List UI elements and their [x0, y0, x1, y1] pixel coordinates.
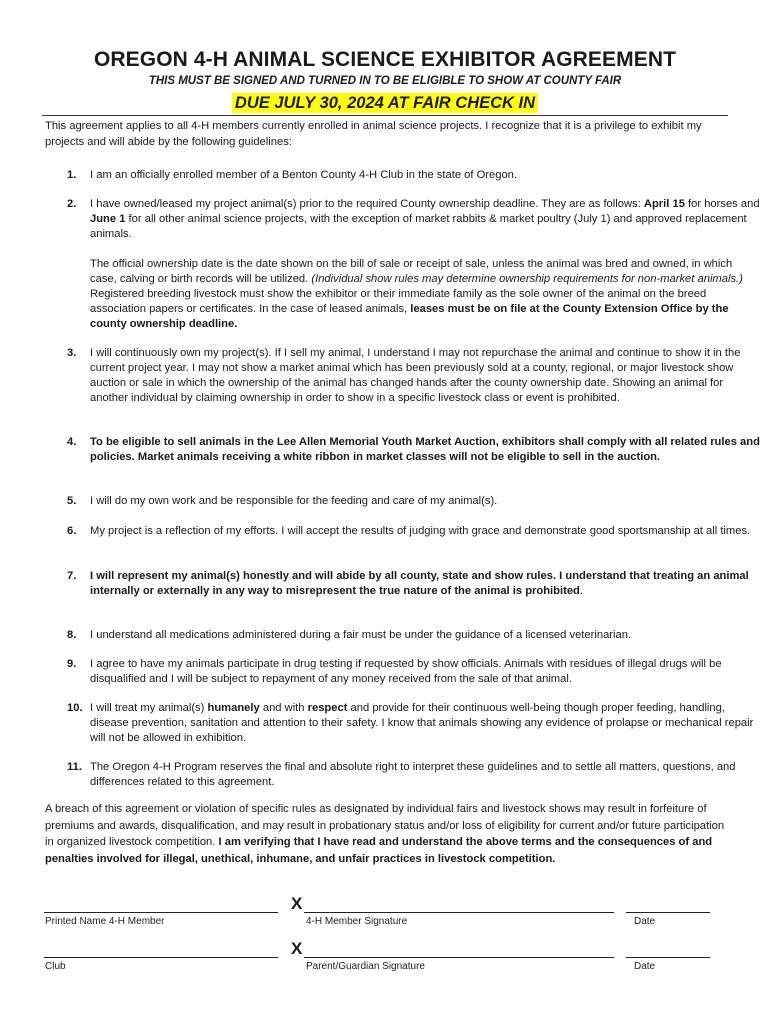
text-run: I have owned/leased my project animal(s) prior to the required County ownership deadline. They are as follows: [90, 198, 644, 210]
bold-text-run: respect [307, 702, 348, 714]
text-run: I will treat my animal(s) [90, 702, 208, 714]
signature-x-mark: X [291, 939, 303, 958]
item-number: 10. [67, 702, 83, 714]
closing-paragraph [45, 801, 725, 867]
item-text [90, 524, 762, 539]
text-run: I agree to have my animals participate in drug testing if requested by show officials. Animals with residues of illegal drugs will be disqualified and I will be subject to repayment of any money received from the sale of that animal. [90, 658, 722, 685]
item-text [90, 569, 762, 599]
club-label: Club [45, 961, 66, 972]
text-run: . [579, 585, 583, 597]
guardian-date-label: Date [634, 961, 656, 972]
header-divider [42, 115, 728, 116]
item-number: 2. [67, 198, 77, 210]
text-run: Registered breeding livestock must show the exhibitor or their immediate family as the sole owner of the animal on the breed association papers or certificates. In the case of leased animals, [90, 288, 707, 315]
bold-text-run: I will represent my animal(s) honestly and will abide by all county, state and show rules. I understand that treating an animal internally or externally in any way to misrepresent the true nature of the animal is prohibited [90, 570, 749, 597]
text-run: My project is a reflection of my efforts. I will accept the results of judging with grace and demonstrate good sportsmanship at all times. [90, 525, 751, 537]
item-number: 5. [67, 495, 77, 507]
bold-text-run: June 1 [90, 213, 126, 225]
printed-name-label: Printed Name 4-H Member [45, 916, 165, 927]
printed-name-line[interactable] [44, 912, 278, 913]
item-text [90, 657, 762, 687]
member-date-line[interactable] [626, 912, 710, 913]
item-number: 3. [67, 347, 77, 359]
intro-paragraph: This agreement applies to all 4-H members currently enrolled in animal science projects. I recognize that it is a privilege to exhibit my projects and will abide by the following guidelines: [45, 120, 702, 148]
guardian-date-line[interactable] [626, 957, 710, 958]
text-run: for all other animal science projects, with the exception of market rabbits & market poultry (July 1) and approved replacement animals. [90, 213, 747, 240]
text-run: I am an officially enrolled member of a Benton County 4-H Club in the state of Oregon. [90, 169, 518, 181]
page-title: OREGON 4-H ANIMAL SCIENCE EXHIBITOR AGREEMENT [93, 48, 677, 71]
bold-text-run: I am verifying that I have read and understand the above terms and the consequences of and penalties involved for illegal, unethical, inhumane, and unfair practices in livestock competition. [45, 836, 713, 865]
item-number: 4. [67, 436, 77, 448]
due-notice-wrap [0, 93, 770, 113]
bold-text-run: To be eligible to sell animals in the Lee Allen Memorial Youth Market Auction, exhibitors shall comply with all related rules and policies. Market animals receiving a white ribbon in market classes will not be eligible to sell in the auction. [90, 436, 760, 463]
item-number: 6. [67, 525, 77, 537]
item-text [90, 197, 762, 242]
item-number: 7. [67, 570, 77, 582]
text-run: I will do my own work and be responsible for the feeding and care of my animal(s). [90, 495, 498, 507]
text-run: I will continuously own my project(s). If I sell my animal, I understand I may not repurchase the animal and continue to show it in the current project year. I may not show a market animal which has been previously sold at a county, regional, or major livestock show auction or sale in which the ownership of the animal has changed hands after the county ownership date. Showing an animal for another individual by claiming ownership in order to show in a specific livestock class or event is prohibited. [90, 347, 741, 404]
item-text [90, 168, 762, 183]
member-signature-line[interactable] [304, 912, 614, 913]
item-number: 1. [67, 169, 77, 181]
text-run: A breach of this agreement or violation of specific rules as designated by individual fairs and livestock shows may result in forfeiture of premiums and awards, disqualification, and may result in probationary status and/or loss of eligibility for current and/or future participation in organized livestock competition. [45, 803, 725, 848]
item-text [90, 760, 762, 790]
item-text [90, 346, 762, 406]
page-subtitle: THIS MUST BE SIGNED AND TURNED IN TO BE ELIGIBLE TO SHOW AT COUNTY FAIR [148, 75, 622, 87]
italic-text-run: (Individual show rules may determine ownership requirements for non-market animals.) [311, 273, 743, 285]
text-run: and provide for their continuous well-being though proper feeding, handling, disease prevention, sanitation and attention to their safety. I know that animals showing any evidence of prolapse or mechanical repair will not be allowed in exhibition. [90, 702, 754, 744]
bold-text-run: humanely [207, 702, 260, 714]
item-text [90, 494, 762, 509]
item-number: 9. [67, 658, 77, 670]
text-run: The Oregon 4-H Program reserves the final and absolute right to interpret these guidelines and to settle all matters, questions, and differences related to this agreement. [90, 761, 736, 788]
member-date-label: Date [634, 916, 656, 927]
item-text [90, 628, 762, 643]
club-line[interactable] [44, 957, 278, 958]
text-run: The official ownership date is the date shown on the bill of sale or receipt of sale, unless the animal was bred and owned, in which case, calving or birth records will be utilized. [90, 258, 733, 285]
text-run: and with [259, 702, 308, 714]
bold-text-run: leases must be on file at the County Extension Office by the county ownership deadline. [90, 303, 729, 330]
guardian-signature-line[interactable] [304, 957, 614, 958]
item-text [90, 257, 762, 332]
signature-x-mark: X [291, 894, 303, 913]
item-number: 8. [67, 629, 77, 641]
text-run: I understand all medications administered during a fair must be under the guidance of a licensed veterinarian. [90, 629, 632, 641]
item-text [90, 701, 762, 746]
guardian-signature-label: Parent/Guardian Signature [306, 961, 425, 972]
item-text [90, 435, 762, 465]
due-notice: DUE JULY 30, 2024 AT FAIR CHECK IN [232, 93, 538, 113]
bold-text-run: April 15 [643, 198, 685, 210]
member-signature-label: 4-H Member Signature [306, 916, 408, 927]
item-number: 11. [67, 761, 82, 773]
text-run: for horses and [684, 198, 760, 210]
